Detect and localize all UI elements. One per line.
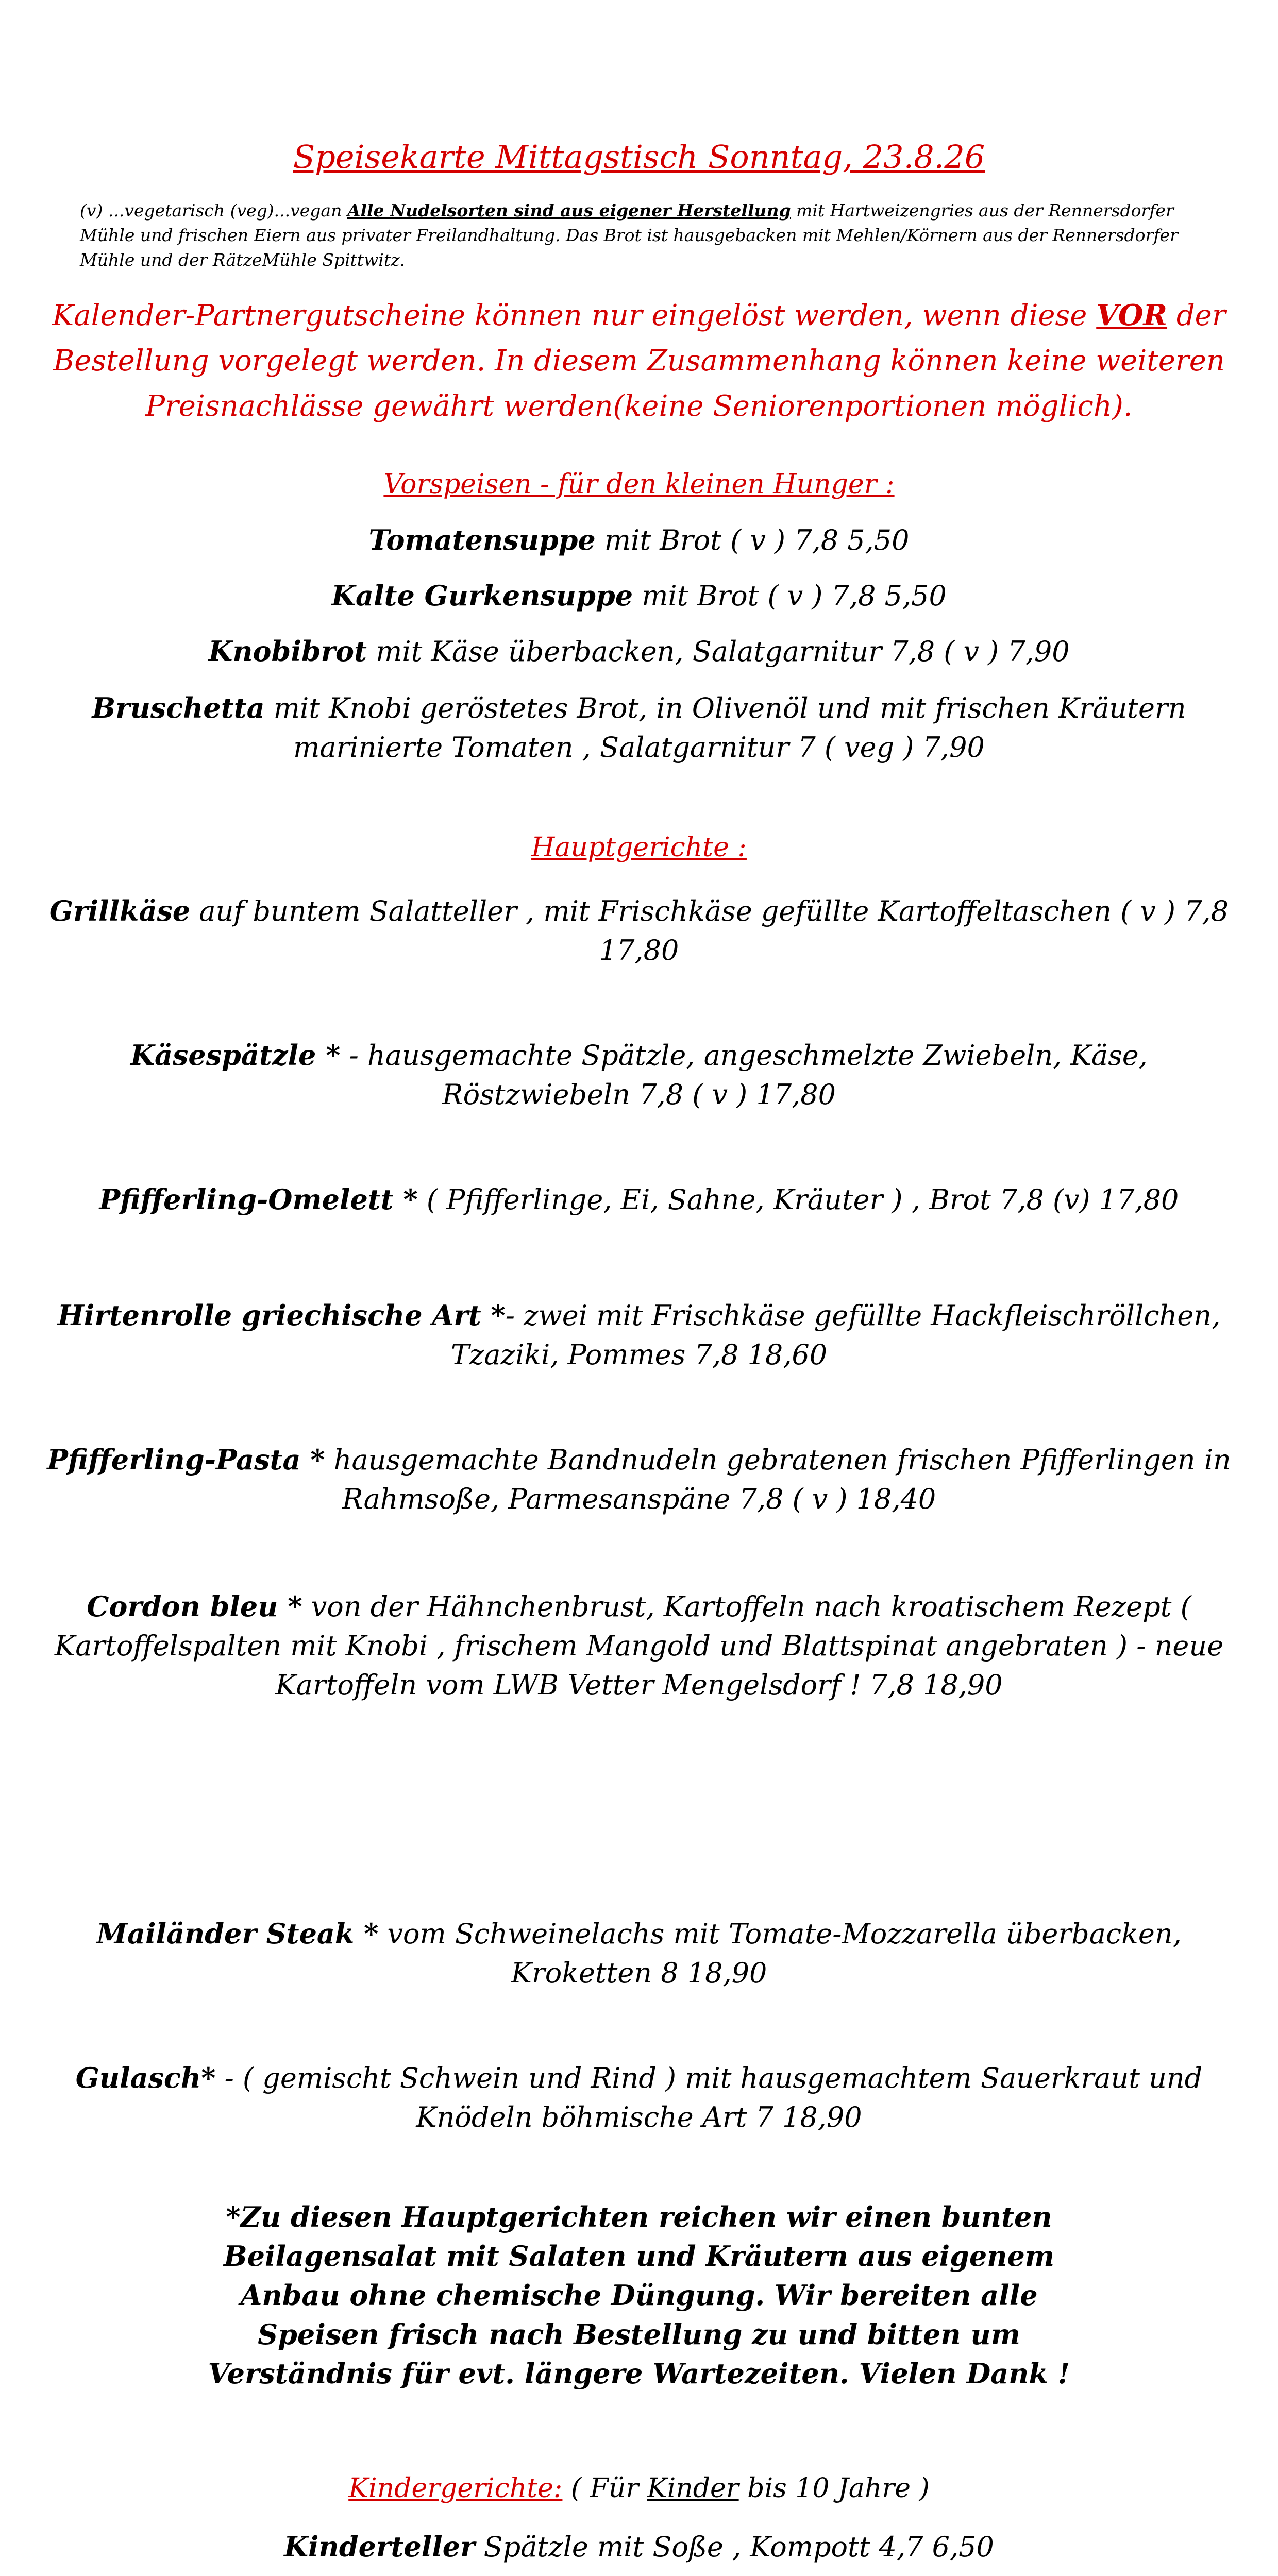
dish-name: Knobibrot	[208, 635, 367, 668]
notice-part1: Kalender-Partnergutscheine können nur eingelöst werden, wenn diese	[52, 299, 1097, 332]
legend-prefix: (v) ...vegetarisch (veg)...vegan	[80, 200, 347, 221]
notice-part2: der Bestellung vorgelegt werden. In diesem Zusammenhang können keine weiteren Preisnachlässe gewährt werden(keine Seniorenportionen möglich).	[53, 299, 1226, 423]
dish-name: Pfifferling-Omelett *	[99, 1183, 418, 1216]
dish-desc: - ( gemischt Schwein und Rind ) mit hausgemachtem Sauerkraut und Knödeln böhmische Art 7 18,90	[215, 2062, 1203, 2133]
dish-name: Gulasch*	[75, 2061, 216, 2094]
kids-sub-post: bis 10 Jahre )	[738, 2473, 930, 2504]
main-item	[0, 1914, 1278, 1993]
main-item	[0, 1180, 1278, 1219]
main-item	[0, 1296, 1278, 1375]
kids-heading-line	[0, 2473, 1278, 2504]
dish-desc: mit Käse überbacken, Salatgarnitur 7,8 ( v ) 7,90	[367, 635, 1070, 668]
mains-heading: Hauptgerichte :	[531, 832, 747, 863]
starter-item	[0, 688, 1278, 767]
dish-desc: mit Knobi geröstetes Brot, in Olivenöl und mit frischen Kräutern marinierte Tomaten , Salatgarnitur 7 ( veg ) 7,90	[264, 692, 1186, 764]
mains-note: *Zu diesen Hauptgerichten reichen wir einen bunten Beilagensalat mit Salaten und Kräutern aus eigenem Anbau ohne chemische Düngung. Wir bereiten alle Speisen frisch nach Bestellung zu und bitten um Verständnis für evt. längere Wartezeiten. Vielen Dank !	[208, 2200, 1070, 2390]
kids-item	[0, 2527, 1278, 2567]
dish-name: Bruschetta	[92, 691, 265, 724]
kids-sub-pre: ( Für	[562, 2473, 647, 2504]
notice-emph: VOR	[1096, 298, 1168, 332]
main-item	[0, 891, 1278, 970]
main-item	[0, 2058, 1278, 2137]
dish-name: Kalte Gurkensuppe	[331, 579, 633, 612]
dish-desc: mit Brot ( v ) 7,8 5,50	[633, 580, 947, 612]
legend-rest: mit Hartweizengries aus der Rennersdorfer Mühle und frischen Eiern aus privater Freilandhaltung. Das Brot ist hausgebacken mit Mehlen/Körnern aus der Rennersdorfer Mühle und der RätzeMühle Spittwitz.	[80, 200, 1178, 270]
page-title: Speisekarte Mittagstisch Sonntag, 23.8.26	[293, 138, 985, 176]
main-item	[0, 1440, 1278, 1519]
dish-name: Cordon bleu *	[87, 1590, 302, 1623]
dish-desc: von der Hähnchenbrust, Kartoffeln nach kroatischem Rezept ( Kartoffelspalten mit Knobi , frischem Mangold und Blattspinat angebraten ) - neue Kartoffeln vom LWB Vetter Mengelsdorf ! 7,8 18,90	[54, 1590, 1224, 1701]
dish-desc: Spätzle mit Soße , Kompott 4,7 6,50	[475, 2531, 994, 2563]
dish-name: Kinderteller	[284, 2530, 475, 2563]
dish-name: Käsespätzle *	[130, 1039, 341, 1072]
starters-heading: Vorspeisen - für den kleinen Hunger :	[383, 469, 895, 500]
diet-legend	[80, 198, 1198, 273]
starter-item	[0, 576, 1278, 616]
dish-desc: ( Pfifferlinge, Ei, Sahne, Kräuter ) , Brot 7,8 (v) 17,80	[417, 1183, 1179, 1216]
starter-item	[0, 520, 1278, 560]
starter-item	[0, 632, 1278, 671]
kids-heading: Kindergerichte:	[348, 2473, 563, 2504]
dish-name: Mailänder Steak *	[96, 1917, 379, 1950]
main-item	[0, 1036, 1278, 1114]
dish-name: Hirtenrolle griechische Art *	[57, 1299, 506, 1332]
legend-bold: Alle Nudelsorten sind aus eigener Herstellung	[347, 200, 791, 221]
dish-desc: auf buntem Salatteller , mit Frischkäse gefüllte Kartoffeltaschen ( v ) 7,8 17,80	[190, 895, 1229, 967]
dish-name: Tomatensuppe	[368, 523, 596, 556]
dish-desc: - hausgemachte Spätzle, angeschmelzte Zwiebeln, Käse, Röstzwiebeln 7,8 ( v ) 17,80	[340, 1039, 1148, 1111]
dish-name: Pfifferling-Pasta *	[47, 1443, 325, 1476]
dish-desc: - zwei mit Frischkäse gefüllte Hackfleischröllchen, Tzaziki, Pommes 7,8 18,60	[450, 1299, 1221, 1371]
dish-desc: vom Schweinelachs mit Tomate-Mozzarella überbacken, Kroketten 8 18,90	[378, 1918, 1182, 1989]
kids-sub-kinder: Kinder	[647, 2473, 739, 2504]
dish-desc: mit Brot ( v ) 7,8 5,50	[595, 524, 910, 556]
dish-desc: hausgemachte Bandnudeln gebratenen frischen Pfifferlingen in Rahmsoße, Parmesanspäne 7,8 ( v ) 18,40	[325, 1444, 1231, 1515]
voucher-notice	[0, 293, 1278, 429]
dish-name: Grillkäse	[49, 894, 191, 927]
main-item	[0, 1587, 1278, 1705]
